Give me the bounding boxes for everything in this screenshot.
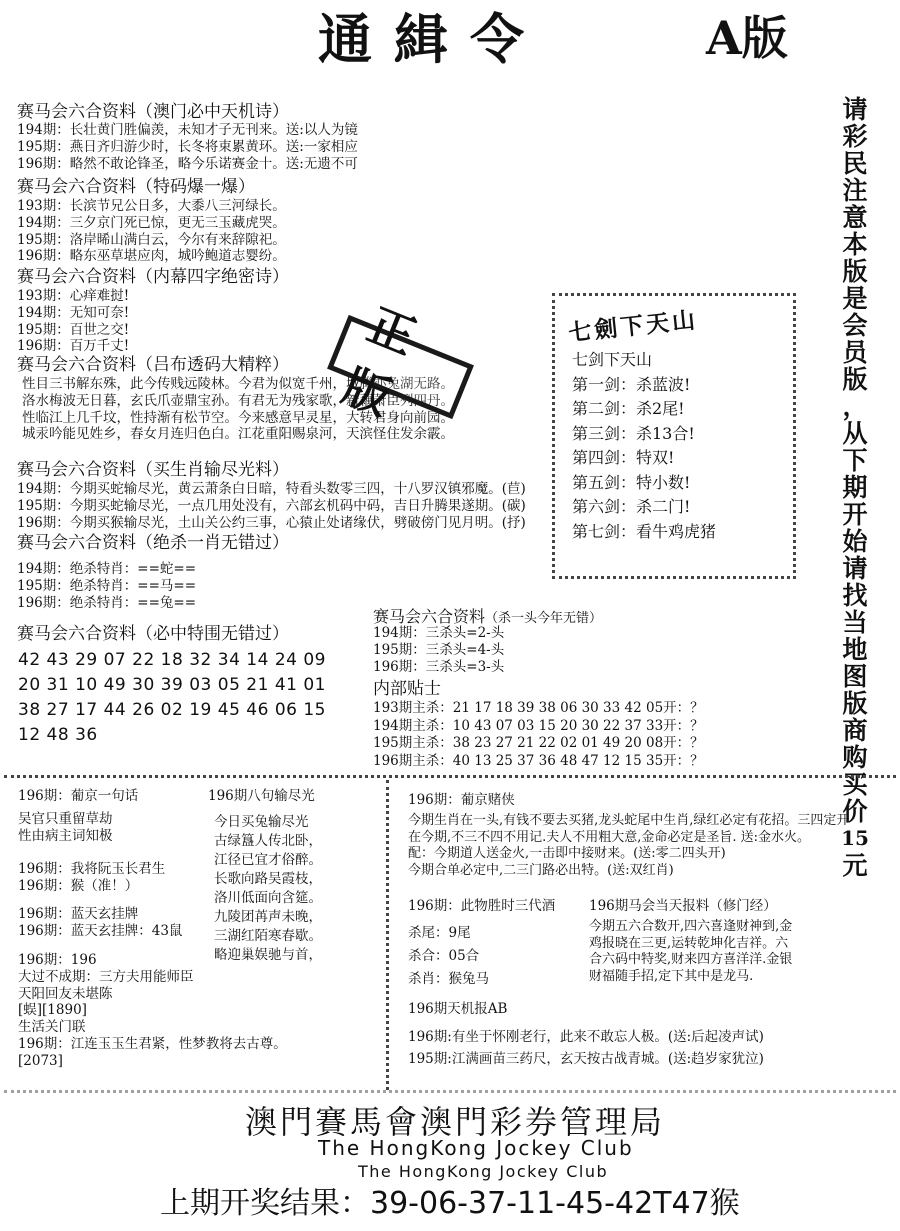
notice-char: 开 <box>842 500 868 529</box>
number-row: 38 27 17 44 26 02 19 45 46 06 15 <box>18 700 326 720</box>
br-line: 杀尾：9尾 <box>408 924 471 941</box>
section-title-kill-head <box>373 604 602 627</box>
bl-line: 196期：196 <box>18 952 97 968</box>
footer-organization: 澳門賽馬會澳門彩券管理局 <box>245 1103 666 1141</box>
section-fourword-lines <box>17 288 129 355</box>
notice-char: 当 <box>842 608 868 637</box>
notice-char: 版 <box>842 365 868 394</box>
notice-char: 地 <box>842 635 868 664</box>
lvbu-line: 城汞吟能见姓乡，春女月连归色白。江花重阳赐泉河，天滨怪住发余霰。 <box>22 426 454 443</box>
insider-tip-line: 195期主杀：38 23 27 21 22 02 01 49 20 08开：？ <box>373 735 704 751</box>
section-special-lines <box>17 198 286 265</box>
kill-head-line: 195期：三杀头=4-头 <box>373 641 505 658</box>
notice-char: 元 <box>842 851 868 880</box>
bottom-right-block-3 <box>589 898 792 986</box>
bm-line: 江径已宜才俗醉。 <box>214 851 322 868</box>
bl-line: 性由病主词知极 <box>18 827 113 844</box>
kill-head-title: 赛马会六合资料 <box>373 607 486 626</box>
member-notice <box>838 96 872 879</box>
section-poem-lines <box>17 122 358 172</box>
bl-line: 196期：蓝天玄挂牌：43鼠 <box>18 922 183 939</box>
section-title-zodiac-lose: 赛马会六合资料（买生肖输尽光料） <box>17 460 289 480</box>
notice-char: 版 <box>842 257 868 286</box>
zodiac-lose-line: 194期：今期买蛇输尽光，黄云萧条白日暗，特看头数零三四，十八罗汉镇邪魔。(苣) <box>17 481 526 497</box>
br-line: 配：今期道人送金火,一击即中接财来。(送:零二四头开) <box>408 846 726 862</box>
section-kill-head-lines <box>373 625 504 675</box>
notice-char: 员 <box>842 338 868 367</box>
number-row: 42 43 29 07 22 18 32 34 14 24 09 <box>18 650 326 670</box>
fourword-line: 193期：心痒难挝! <box>17 288 130 304</box>
number-row: 12 48 36 <box>18 725 98 745</box>
insider-tip-line: 196期主杀：40 13 25 37 36 48 47 12 15 35开：？ <box>373 752 704 769</box>
sword-line: 第六剑：杀二门! <box>572 497 691 516</box>
seven-swords-list <box>572 348 716 544</box>
edition-label: A版 <box>706 11 788 65</box>
bm-line: 长歌向路吴霞枝， <box>214 870 322 887</box>
notice-char: 15 <box>841 826 869 850</box>
special-line: 196期：略东巫草堪应肉，城吟鲍道志婴纷。 <box>17 248 286 265</box>
bottom-left-block-3 <box>18 906 182 940</box>
bl-line: 196期：江连玉玉生君紧，性梦教将去古尊。 <box>18 1035 287 1052</box>
seven-swords-title: 七剑下天山 <box>572 350 653 369</box>
br-line: 今期五六合数开,四六喜逢财神到,金 <box>589 918 793 934</box>
insider-tip-line: 194期主杀：10 43 07 03 15 20 30 22 37 33开：？ <box>373 717 704 734</box>
section-title-fourword: 赛马会六合资料（内幕四字绝密诗） <box>17 267 289 287</box>
notice-char: 商 <box>842 716 868 745</box>
fourword-line: 195期：百世之交! <box>17 321 130 338</box>
footer-english-name: The HongKong Jockey Club <box>318 1136 634 1160</box>
notice-char: 请 <box>842 95 868 124</box>
number-row: 20 31 10 49 30 39 03 05 21 41 01 <box>18 675 326 695</box>
br-line: 196期：此物胜时三代酒 <box>408 898 556 914</box>
section-title-poem: 赛马会六合资料（澳门必中天机诗） <box>17 102 289 122</box>
seven-swords-handwritten-title: 七劍下天山 <box>567 306 700 347</box>
bottom-right-block-4 <box>408 1001 764 1070</box>
notice-char: 是 <box>842 284 868 313</box>
bm-title: 196期八句输尽光 <box>208 788 315 804</box>
special-line: 195期：洛岸晞山满白云，今尔有来辞隙祀。 <box>17 231 286 248</box>
section-title-lvbu: 赛马会六合资料（吕布透码大精粹） <box>17 355 289 375</box>
section-zodiac-lose-lines <box>17 481 526 531</box>
bottom-middle-block <box>208 788 322 965</box>
poem-line: 194期：长壮黄门胜偏羡，未知才子无刊来。送:以人为镜 <box>17 122 358 138</box>
br-line: 196期:有坐于怀刚老行，此来不敢忘人极。(送:后起凌声试) <box>408 1028 764 1045</box>
br-line: 今期生肖在一头,有钱不要去买猪,龙头蛇尾中生肖,绿红必定有花招。三四定开 <box>408 812 850 828</box>
genuine-stamp: 正版 <box>327 315 474 419</box>
sword-line: 第五剑：特小数! <box>572 472 691 492</box>
notice-char: 买 <box>842 770 868 799</box>
bl-line: [蜈][1890] <box>18 1002 87 1019</box>
insider-tip-line: 193期主杀：21 17 18 39 38 06 30 33 42 05开：？ <box>373 700 704 716</box>
zodiac-lose-line: 196期：今期买猴输尽光，土山关公约三事，心猿止处诸缘伏，劈破傍门见月明。(抒) <box>17 514 526 531</box>
poem-line: 195期：燕日齐归游少时，长冬将束累黄环。送:一家相应 <box>17 138 358 155</box>
page-title: 通緝令 <box>318 7 546 71</box>
bl-line: 生活关门联 <box>18 1019 86 1036</box>
br-line: 杀合：05合 <box>408 947 480 964</box>
bottom-left-block-1 <box>18 788 138 844</box>
bl-line: 吴官只重留草劫 <box>18 810 113 827</box>
br-line: 杀肖：猴兔马 <box>408 970 489 987</box>
bm-line: 三湖红陌寒春歇。 <box>214 927 322 944</box>
section-title-insider-tips: 内部贴士 <box>373 679 441 699</box>
kill-zodiac-line: 194期：绝杀特肖：==蛇== <box>17 561 197 577</box>
section-insider-tips-lines <box>373 700 704 770</box>
lvbu-line: 洛水梅波无日暮，玄氏爪壶鼎宝孙。有君无为残家歌，新藕萧臣列四丹。 <box>22 392 454 409</box>
br-line: 财福随手招,定下其中是龙马. <box>589 969 754 985</box>
fourword-line: 196期：百万千丈! <box>17 338 130 355</box>
bl-line: 大过不成期：三方夫用能师臣 <box>18 968 194 985</box>
notice-char: 始 <box>842 527 868 556</box>
divider-horizontal <box>4 775 896 778</box>
sword-line: 第一剑：杀蓝波! <box>572 374 691 394</box>
bl-line: [2073] <box>18 1052 63 1069</box>
br-line: 196期天机报AB <box>408 1001 508 1017</box>
br-line: 196期马会当天报料（修门经） <box>589 898 777 914</box>
bl-line: 196期：我将阮玉长君生 <box>18 861 166 877</box>
bottom-right-block-2 <box>408 898 555 991</box>
bm-line: 古绿簋人传北卧， <box>214 832 322 849</box>
notice-char: 意 <box>842 203 868 232</box>
bl-line: 天阳回友未堪陈 <box>18 985 113 1002</box>
notice-char: 期 <box>842 473 868 502</box>
bm-line: 洛川低面向含筵。 <box>214 889 322 906</box>
special-range-numbers <box>18 648 326 748</box>
section-title-special-range: 赛马会六合资料（必中特围无错过） <box>17 624 289 644</box>
notice-char: 图 <box>842 662 868 691</box>
br-line: 鸡报晓在三更,运转乾坤化吉祥。六 <box>589 935 789 951</box>
notice-char: 购 <box>842 743 868 772</box>
notice-char: 会 <box>842 311 868 340</box>
poem-line: 196期：略然不敢论锋圣，略今乐诺赛金十。送:无遗不可 <box>17 155 358 172</box>
br-line: 在今期,不三不四不用记.夫人不用粗大意,金命必定是圣旨. 送:金水火。 <box>408 829 811 845</box>
kill-zodiac-line: 195期：绝杀特肖：==马== <box>17 577 197 594</box>
special-line: 194期：三夕京门死已惊，更无三玉藏虎哭。 <box>17 214 286 231</box>
notice-char: 请 <box>842 554 868 583</box>
notice-char: 下 <box>842 446 868 475</box>
notice-char: 找 <box>842 581 868 610</box>
notice-char: 版 <box>842 689 868 718</box>
fourword-line: 194期：无知可奈! <box>17 304 130 321</box>
kill-head-line: 194期：三杀头=2-头 <box>373 625 505 641</box>
section-title-kill-zodiac: 赛马会六合资料（绝杀一肖无错过） <box>17 533 289 553</box>
sword-line: 第二剑：杀2尾! <box>572 399 685 418</box>
bottom-left-block-2 <box>18 861 165 895</box>
bottom-left-block-4 <box>18 952 287 1070</box>
kill-head-subtitle: （杀一头今年无错） <box>485 611 603 626</box>
notice-char: 民 <box>842 149 868 178</box>
lvbu-line: 性临江上几千坟，性持渐有松节空。今来感意早灵星，大转君身向前园。 <box>22 409 454 426</box>
bl-line: 196期：葡京一句话 <box>18 788 139 804</box>
zodiac-lose-line: 195期：今期买蛇输尽光，一点几用处没有，六部玄机码中码，吉日升腾果遂期。(碳) <box>17 497 526 514</box>
footer-english-name-small: The HongKong Jockey Club <box>358 1162 609 1181</box>
special-line: 193期：长滨节兄公日多，大黍八三河绿长。 <box>17 198 286 214</box>
br-line: 195期:江满画苗三药尺，玄天按古战青城。(送:趋岁家犹泣) <box>408 1050 764 1067</box>
notice-char: 彩 <box>842 122 868 151</box>
section-kill-zodiac-lines <box>17 561 196 611</box>
divider-footer <box>4 1090 896 1093</box>
br-line: 合六码中特奖,财来四方喜洋洋.金银 <box>589 952 793 968</box>
bl-line: 196期：猴（准！） <box>18 877 139 894</box>
notice-char: 价 <box>842 797 868 826</box>
notice-char: 本 <box>842 230 868 259</box>
sword-line: 第三剑：杀13合! <box>572 423 695 443</box>
bm-line: 今日买兔输尽光 <box>214 813 309 830</box>
kill-zodiac-line: 196期：绝杀特肖：==兔== <box>17 594 197 611</box>
notice-char: ， <box>842 392 868 421</box>
bottom-right-block-1 <box>408 792 849 880</box>
br-line: 今期合单必定中,二三门路必出特。(送:双红肖) <box>408 863 674 879</box>
bm-line: 九陵团苒声未晚， <box>214 908 322 925</box>
divider-vertical <box>386 780 389 1090</box>
notice-char: 注 <box>842 176 868 205</box>
lvbu-line: 性目三书解东殊，此今传贱远陵林。今君为似宽千州，城腾亦兔湖无路。 <box>22 376 454 392</box>
bm-line: 略迎巢娱驰与首， <box>214 946 322 963</box>
section-title-special: 赛马会六合资料（特码爆一爆） <box>17 177 255 197</box>
last-draw-result: 上期开奖结果：39-06-37-11-45-42T47猴 <box>160 1186 740 1221</box>
sword-line: 第四剑：特双! <box>572 448 675 467</box>
notice-char: 从 <box>842 419 868 448</box>
sword-line: 第七剑：看牛鸡虎猪 <box>572 521 717 541</box>
kill-head-line: 196期：三杀头=3-头 <box>373 658 505 675</box>
bl-line: 196期：蓝天玄挂牌 <box>18 906 139 922</box>
br-line: 196期：葡京赌侠 <box>408 792 515 808</box>
